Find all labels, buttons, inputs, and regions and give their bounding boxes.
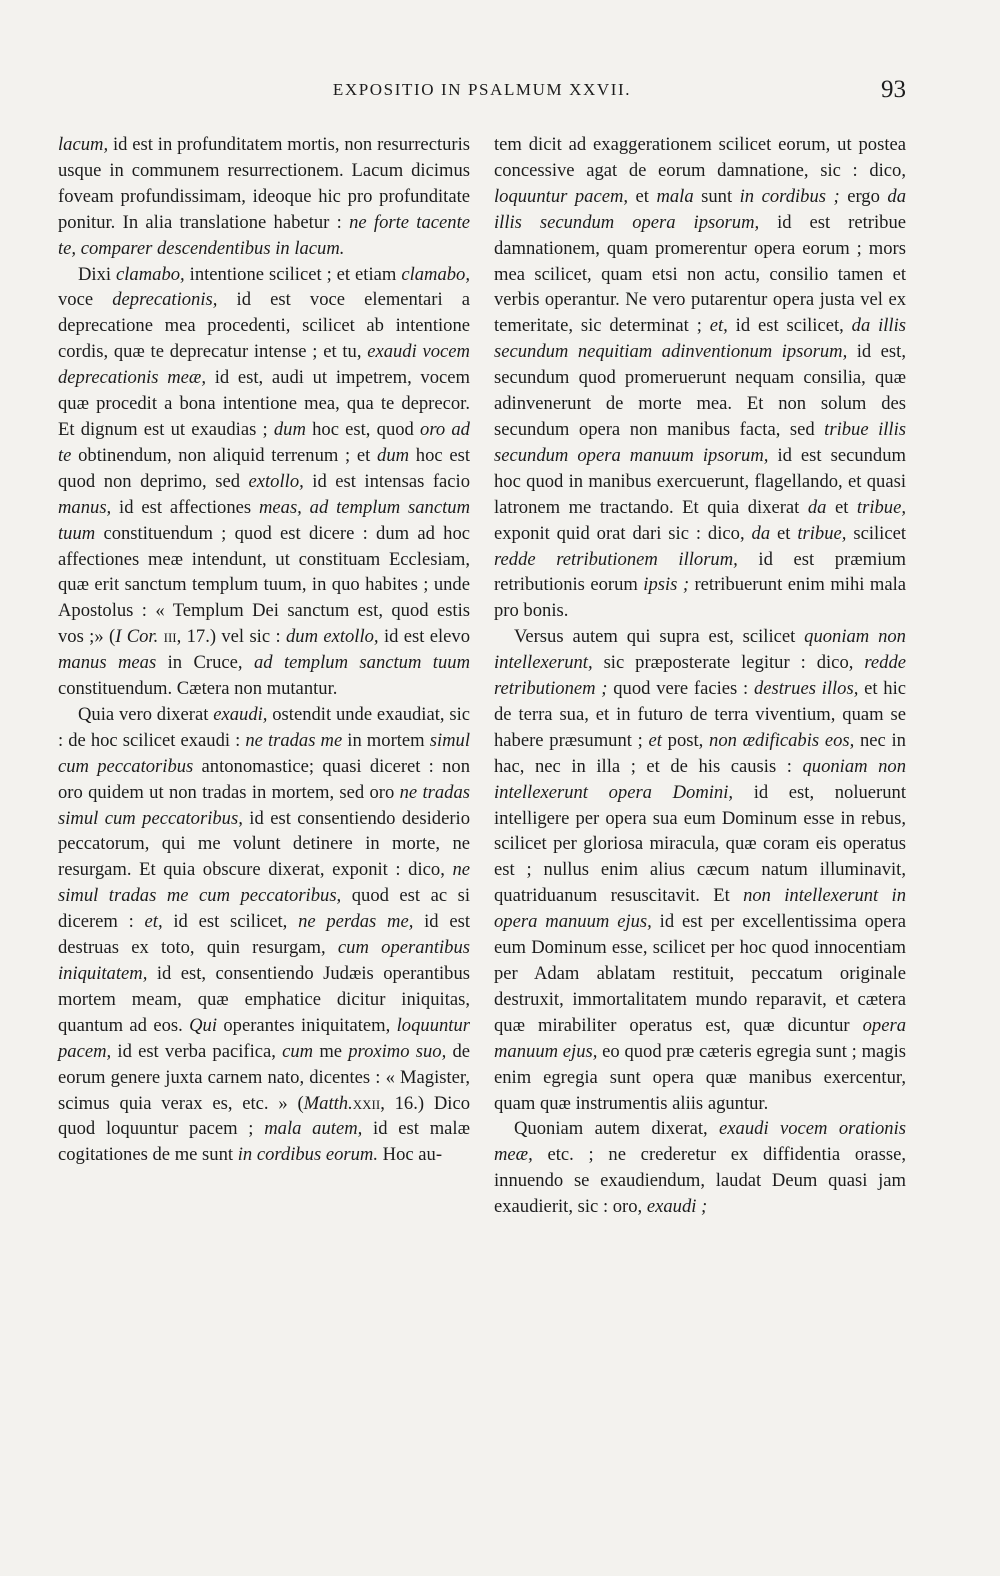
italic-text: da illis secundum opera ipsorum,: [494, 185, 906, 233]
text-run: Hoc au-: [378, 1144, 443, 1166]
text-run: exponit quid orat dari sic : dico,: [494, 522, 752, 544]
italic-text: da illis secundum nequitiam adinventionum ipsorum,: [494, 315, 906, 363]
text-run: id est affectiones: [111, 496, 259, 518]
paragraph: [494, 624, 906, 1116]
text-run: voce: [58, 289, 113, 311]
text-run: Dixi: [78, 263, 117, 285]
text-run: hoc est, quod: [305, 418, 421, 440]
text-run: id est secundum hoc quod in manibus exercuerunt, flagellando, et quasi latronem me tractando. Et quia dixerat: [494, 444, 906, 518]
text-run: Quia vero dixerat: [78, 703, 214, 725]
italic-text: tribue illis secundum opera manuum ipsorum,: [494, 418, 906, 466]
text-run: operantes iniquitatem,: [217, 1014, 397, 1036]
italic-text: lacum,: [58, 134, 109, 155]
text-run: hoc est quod non deprimo, sed: [58, 444, 470, 492]
text-run: id est in profunditatem mortis, non resurrecturis usque in communem resurrectionem. Lacum dicimus foveam profundissimam, ideoque hic pro profunditate ponitur. In alia translatione habetur :: [58, 134, 470, 233]
italic-text: Qui: [189, 1014, 217, 1036]
text-run: de eorum genere juxta carnem nato, dicentes : « Magister, scimus quia verax es, etc. » (: [58, 1040, 470, 1114]
italic-text: clamabo,: [116, 263, 185, 285]
italic-text: manus meas: [58, 652, 157, 674]
running-title: EXPOSITIO IN PSALMUM XXVII.: [332, 80, 632, 99]
italic-text: dum extollo,: [285, 626, 379, 648]
paragraph: [58, 262, 470, 702]
italic-text: et,: [144, 911, 163, 933]
text-run: id est malæ cogitationes de me sunt: [58, 1118, 470, 1166]
text-run: me: [313, 1040, 349, 1062]
italic-text: ipsis ;: [643, 574, 690, 596]
italic-text: ne perdas me,: [298, 911, 414, 933]
text-run: id est elevo: [378, 626, 471, 648]
text-run: Versus autem qui supra est, scilicet: [514, 626, 805, 648]
text-run: et: [826, 496, 857, 518]
text-run: retribuerunt enim mihi mala pro bonis.: [494, 574, 906, 622]
text-run: id est scilicet,: [727, 315, 852, 337]
italic-text: oro ad te: [58, 418, 470, 466]
italic-text: ne simul tradas me cum peccatoribus,: [58, 859, 470, 907]
text-run: et: [770, 522, 798, 544]
page-header: [58, 76, 906, 112]
paragraph: [58, 702, 470, 1168]
text-run: id est per excellentissima opera eum Dominum esse, scilicet per hoc quod innocentiam per Adam ablatam restituit, peccatum originale destruxit, immortalitatem mundo reparavit, et cætera quæ mirabiliter operatus est, quæ dicuntur: [494, 911, 906, 1036]
italic-text: loquuntur pacem,: [58, 1014, 470, 1062]
italic-text: mala autem,: [264, 1118, 363, 1140]
italic-text: et: [648, 729, 662, 751]
text-run: antonomastice; quasi diceret : non oro quidem ut non tradas in mortem, sed oro: [58, 755, 470, 803]
text-run: et: [628, 185, 657, 207]
italic-text: proximo suo,: [348, 1040, 447, 1062]
text-run: quod vere facies :: [607, 678, 754, 700]
italic-text: opera manuum ejus,: [494, 1014, 906, 1062]
text-run: constituendum. Cætera non mutantur.: [58, 678, 338, 700]
italic-text: cum operantibus iniquitatem,: [58, 937, 470, 984]
right-column: [494, 132, 906, 1220]
italic-text: quoniam non intellexerunt,: [494, 626, 906, 674]
italic-text: loquuntur pacem,: [494, 185, 629, 207]
italic-text: manus,: [58, 496, 112, 518]
text-run: id est intensas facio: [303, 470, 470, 492]
page-number: 93: [881, 76, 906, 103]
italic-text: non intellexerunt in opera manuum ejus,: [494, 885, 906, 933]
text-run: id est consentiendo desiderio peccatorum, qui me volunt detinere in morte, ne resurgam. Et quia obscure dixerat, exponit : dico,: [58, 807, 471, 881]
italic-text: tribue,: [797, 522, 847, 544]
italic-text: simul cum peccatoribus: [58, 729, 470, 777]
italic-text: quoniam non intellexerunt opera Domini,: [494, 755, 906, 803]
italic-text: clamabo,: [401, 263, 470, 285]
italic-text: exaudi ;: [646, 1196, 708, 1218]
text-run: tem dicit ad exaggerationem scilicet eorum, ut postea concessive agat de eorum damnatione, sic : dico,: [494, 134, 906, 181]
text-run: nec in hac, nec in illa ; et de his causis :: [494, 729, 906, 777]
italic-text: da: [807, 496, 827, 518]
italic-text: ne tradas me: [245, 729, 343, 751]
italic-text: ne forte tacente te, comparer descendentibus in lacum.: [58, 211, 470, 259]
text-run: ostendit unde exaudiat, sic : de hoc scilicet exaudi :: [58, 703, 470, 751]
text-run: obtinendum, non aliquid terrenum ; et: [71, 444, 378, 466]
text-run: sic præposterate legitur : dico,: [592, 652, 865, 674]
italic-text: extollo,: [248, 470, 304, 492]
text-run: id est destruas ex toto, quin resurgam,: [58, 911, 470, 959]
italic-text: dum: [377, 444, 410, 466]
text-run: id est retribue damnationem, quam promerentur opera eorum ; mors mea scilicet, quam etsi non actu, consilio tamen et verbis operantur. Ne vero putarentur opera justa vel ex temeritate, sic determinat ;: [494, 211, 906, 337]
text-run: id est scilicet,: [162, 911, 299, 933]
italic-text: cum: [282, 1040, 314, 1062]
italic-text: exaudi,: [213, 703, 268, 725]
italic-text: redde retributionem ;: [494, 652, 906, 700]
italic-text: et,: [709, 315, 728, 337]
text-run: ergo: [839, 185, 888, 207]
text-run: id est voce elementari a deprecatione mea procedenti, scilicet ab intentione cordis, quæ te deprecatur intense ; et tu,: [58, 289, 470, 363]
paragraph: [494, 1116, 906, 1220]
italic-text: redde retributionem illorum,: [494, 548, 738, 570]
text-run: id est verba pacifica,: [111, 1040, 283, 1062]
text-run: quod est ac si dicerem :: [58, 885, 470, 933]
italic-text: non ædificabis eos,: [709, 729, 855, 751]
text-run: eo quod præ cæteris egregia sunt ; magis enim egregia sunt opera quæ manibus exercentur, quam quæ instrumentis aliis aguntur.: [494, 1040, 906, 1114]
text-run: et hic de terra sua, et in futuro de terra viventium, quam se habere præsumunt ;: [494, 678, 906, 751]
text-run: sunt: [693, 185, 740, 207]
text-run: in mortem: [342, 729, 430, 751]
text-run: constituendum ; quod est dicere : dum ad hoc affectiones meæ intendunt, ut constituam Ecclesiam, quæ erit sanctum templum tuum, in quo habites ; unde Apostolus : « Templum Dei sanctum est, quod estis vos ;» (: [58, 522, 470, 648]
text-run: id est, noluerunt intelligere per opera sua eum Dominum esse in rebus, scilicet per gloriosa miracula, quæ coram eis operatus est ; nullus enim alius cæcum natum illuminavit, quatriduanum resuscitavit. Et: [494, 781, 906, 907]
italic-text: deprecationis,: [112, 289, 218, 311]
small-caps-text: iii: [163, 626, 177, 648]
paragraph: [494, 132, 906, 624]
italic-text: tribue,: [856, 496, 906, 518]
italic-text: exaudi vocem deprecationis meæ,: [58, 341, 470, 389]
italic-text: I Cor.: [115, 626, 159, 648]
italic-text: mala: [656, 185, 694, 207]
italic-text: dum: [273, 418, 306, 440]
text-run: etc. ; ne crederetur ex diffidentia orasse, innuendo se exaudiendum, laudat Deum quasi jam exaudierit, sic : oro,: [494, 1144, 906, 1218]
text-run: in Cruce,: [156, 652, 254, 674]
italic-text: in cordibus eorum.: [237, 1144, 379, 1166]
text-run: id est, secundum quod promeruerunt nequam consilia, quæ adinvenerunt de morte mea. Et non solum des secundum opera non manibus facta, sed: [494, 341, 906, 440]
text-run: id est, audi ut impetrem, vocem quæ procedit a bona intentione mea, qua te deprecor. Et dignum est ut exaudias ;: [58, 367, 470, 440]
italic-text: in cordibus ;: [739, 185, 840, 207]
text-run: intentione scilicet ; et etiam: [184, 263, 402, 285]
text-run: id est præmium retributionis eorum: [494, 548, 906, 596]
text-run: Quoniam autem dixerat,: [514, 1118, 720, 1140]
small-caps-text: xxii: [352, 1092, 381, 1114]
italic-text: Matth.: [303, 1092, 353, 1114]
italic-text: da: [751, 522, 771, 544]
italic-text: destrues illos,: [753, 678, 859, 700]
italic-text: ad templum sanctum tuum: [253, 652, 470, 674]
left-column: [58, 132, 470, 1168]
italic-text: exaudi vocem orationis meæ,: [494, 1118, 907, 1166]
text-run: post,: [661, 729, 710, 751]
text-run: scilicet: [846, 522, 907, 544]
text-run: id est, consentiendo Judæis operantibus mortem meam, quæ emphatice dicitur iniquitas, quantum ad eos.: [58, 963, 470, 1036]
italic-text: meas, ad templum sanctum tuum: [58, 496, 470, 544]
text-run: , 17.) vel sic :: [176, 626, 286, 648]
paragraph: [58, 132, 470, 262]
text-run: , 16.) Dico quod loquuntur pacem ;: [58, 1092, 470, 1140]
italic-text: ne tradas simul cum peccatoribus,: [58, 781, 470, 829]
